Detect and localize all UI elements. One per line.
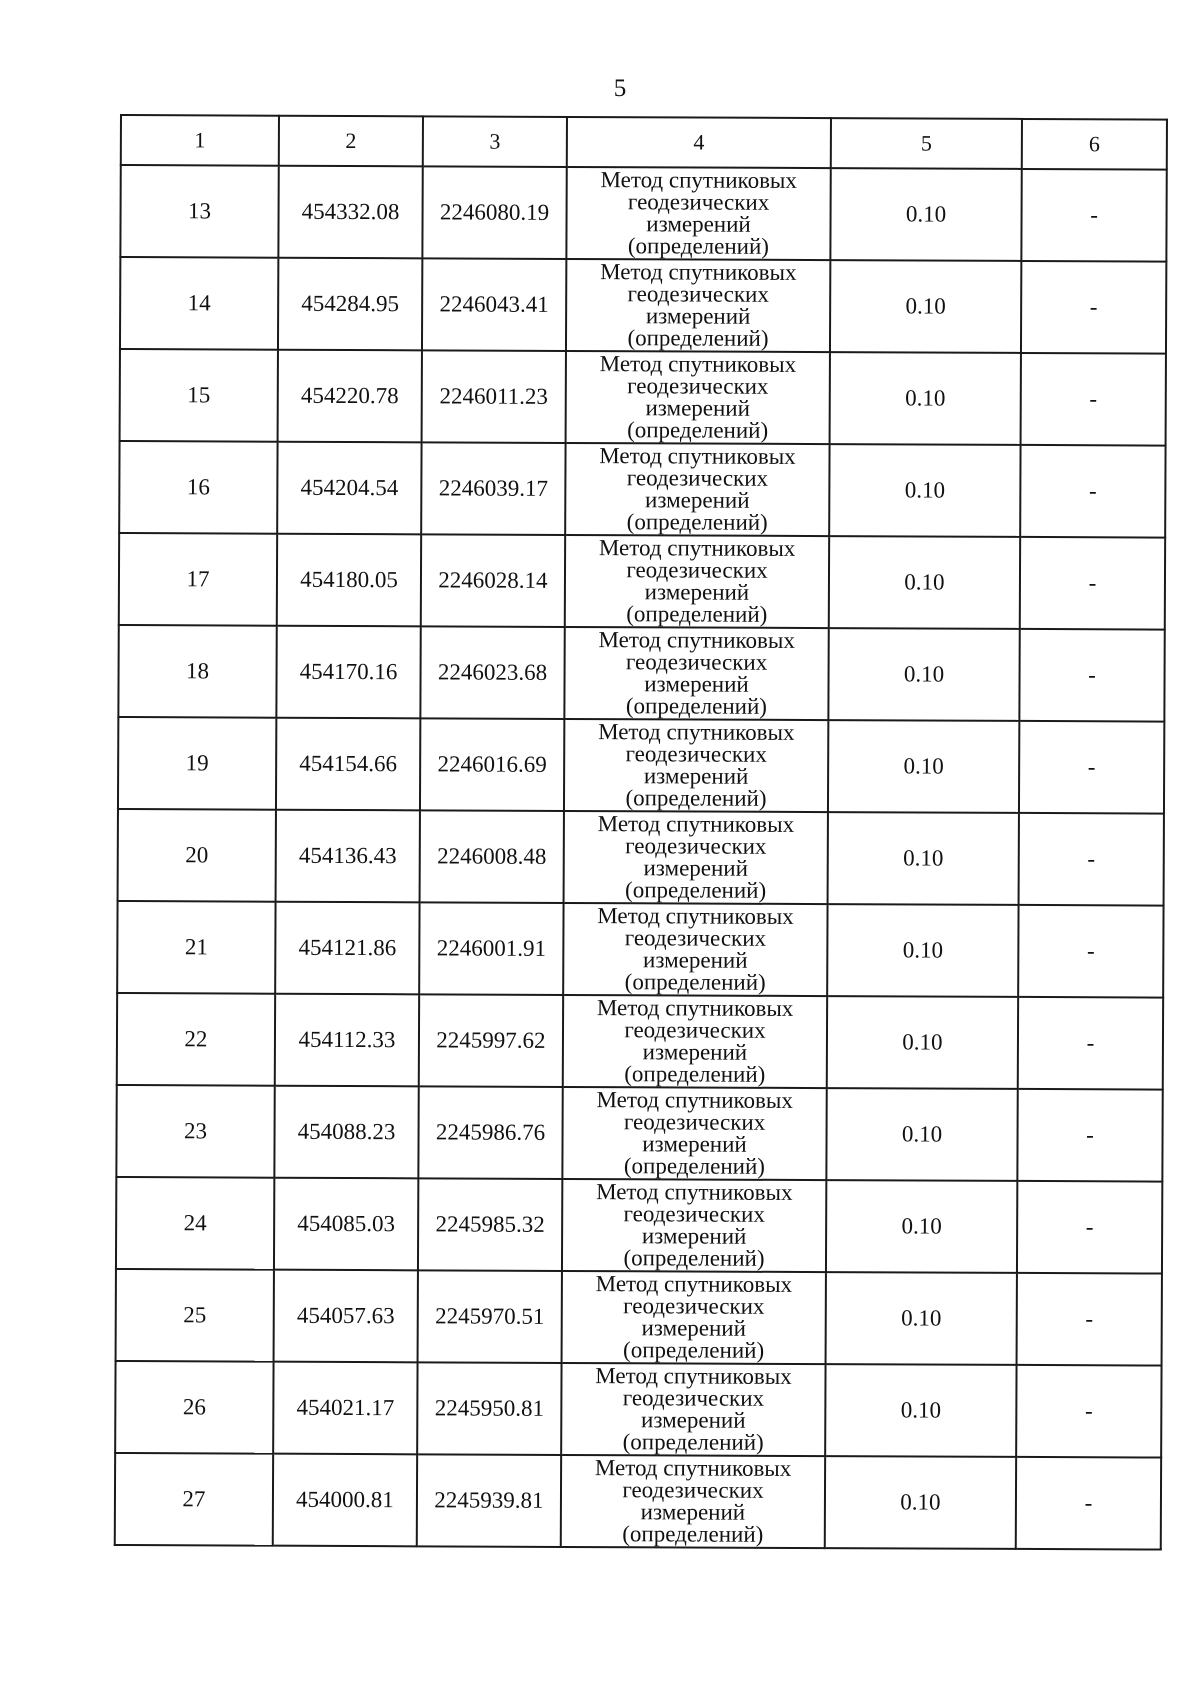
- method-line: (определений): [623, 1337, 765, 1363]
- method-line: Метод спутниковых: [598, 719, 795, 745]
- note-cell: -: [1021, 261, 1166, 354]
- accuracy-cell: 0.10: [830, 168, 1021, 261]
- table-row: [120, 349, 1166, 446]
- method-line: измерений: [640, 1499, 746, 1525]
- method-line: Метод спутниковых: [595, 1363, 792, 1389]
- method-line: (определений): [625, 785, 767, 811]
- method-line: измерений: [642, 1131, 747, 1157]
- method-line: измерений: [644, 579, 750, 605]
- table-row: [119, 441, 1165, 538]
- coord-y-cell: 2245985.32: [418, 1178, 562, 1271]
- table-row: [115, 1361, 1161, 1458]
- table-row: [118, 809, 1164, 906]
- method-line: Метод спутниковых: [597, 903, 794, 929]
- method-line: (определений): [626, 509, 768, 535]
- method-line: (определений): [622, 1429, 764, 1455]
- method-cell: [564, 811, 828, 904]
- point-number-cell: 19: [118, 717, 276, 810]
- method-line: Метод спутниковых: [594, 1455, 792, 1481]
- method-line: геодезических: [627, 189, 770, 215]
- method-cell: [562, 1087, 826, 1180]
- method-line: измерений: [643, 763, 749, 789]
- accuracy-cell: 0.10: [828, 812, 1019, 905]
- note-cell: -: [1016, 1457, 1161, 1550]
- note-cell: -: [1019, 629, 1164, 722]
- method-cell: [563, 903, 827, 996]
- coord-x-cell: 454220.78: [278, 350, 422, 443]
- point-number-cell: 21: [117, 901, 275, 994]
- coord-x-cell: 454154.66: [276, 718, 420, 811]
- method-line: Метод спутниковых: [595, 1271, 793, 1297]
- point-number-cell: 22: [117, 993, 275, 1086]
- method-line: геодезических: [623, 1201, 765, 1227]
- accuracy-cell: 0.10: [826, 1180, 1017, 1273]
- header-cell-1: 1: [121, 115, 279, 166]
- coord-y-cell: 2245950.81: [417, 1362, 561, 1455]
- coord-x-cell: 454057.63: [274, 1270, 418, 1363]
- coord-x-cell: 454085.03: [274, 1178, 418, 1271]
- method-line: Метод спутниковых: [598, 535, 796, 561]
- method-cell: [564, 719, 828, 812]
- point-number-cell: 23: [116, 1085, 274, 1178]
- method-line: измерений: [645, 303, 751, 329]
- method-cell: [566, 259, 830, 352]
- coordinates-table: [114, 114, 1168, 1551]
- method-line: (определений): [625, 693, 768, 719]
- method-line: измерений: [643, 947, 748, 973]
- table-row: [117, 901, 1163, 998]
- coord-y-cell: 2245997.62: [419, 994, 563, 1087]
- note-cell: -: [1019, 721, 1164, 814]
- method-cell: [565, 535, 829, 628]
- method-line: измерений: [646, 211, 751, 237]
- accuracy-cell: 0.10: [829, 444, 1020, 537]
- table-row: [120, 165, 1166, 262]
- point-number-cell: 14: [120, 257, 278, 350]
- accuracy-cell: 0.10: [828, 720, 1019, 813]
- accuracy-cell: 0.10: [826, 1272, 1017, 1365]
- method-cell: [565, 443, 829, 536]
- table-body: [115, 115, 1167, 1550]
- coord-x-cell: 454088.23: [274, 1086, 418, 1179]
- header-cell-3: 3: [423, 116, 567, 167]
- method-line: геодезических: [622, 1385, 765, 1411]
- method-cell: [564, 627, 828, 720]
- point-number-cell: 27: [115, 1453, 273, 1546]
- note-cell: -: [1017, 1089, 1162, 1182]
- coord-x-cell: 454284.95: [278, 258, 422, 351]
- note-cell: -: [1020, 537, 1165, 630]
- method-line: измерений: [642, 1039, 748, 1065]
- method-line: геодезических: [627, 373, 769, 399]
- coord-y-cell: 2245939.81: [417, 1454, 561, 1547]
- coord-x-cell: 454121.86: [275, 902, 419, 995]
- method-line: геодезических: [623, 1293, 765, 1319]
- method-cell: [561, 1455, 825, 1548]
- method-line: геодезических: [626, 465, 769, 491]
- coord-y-cell: 2246008.48: [420, 810, 564, 903]
- coord-y-cell: 2246023.68: [420, 626, 564, 719]
- method-cell: [562, 1271, 826, 1364]
- method-line: (определений): [623, 1245, 765, 1271]
- method-line: (определений): [623, 1153, 766, 1179]
- accuracy-cell: 0.10: [827, 996, 1018, 1089]
- accuracy-cell: 0.10: [825, 1364, 1016, 1457]
- coord-x-cell: 454136.43: [276, 810, 420, 903]
- point-number-cell: 26: [115, 1361, 273, 1454]
- coord-y-cell: 2246039.17: [421, 442, 565, 535]
- accuracy-cell: 0.10: [826, 1088, 1017, 1181]
- table-row: [116, 1085, 1162, 1182]
- coord-x-cell: 454332.08: [278, 166, 422, 259]
- point-number-cell: 15: [120, 349, 278, 442]
- point-number-cell: 13: [120, 165, 278, 258]
- coord-y-cell: 2246016.69: [420, 718, 564, 811]
- method-line: Метод спутниковых: [596, 1179, 793, 1205]
- note-cell: -: [1017, 1181, 1162, 1274]
- method-line: (определений): [624, 1061, 766, 1087]
- method-line: геодезических: [623, 1109, 766, 1135]
- method-cell: [562, 1179, 826, 1272]
- point-number-cell: 16: [119, 441, 277, 534]
- method-line: геодезических: [624, 925, 767, 951]
- method-line: геодезических: [627, 281, 769, 307]
- method-line: (определений): [625, 877, 767, 903]
- method-line: геодезических: [622, 1477, 764, 1503]
- table-row: [118, 625, 1164, 722]
- note-cell: -: [1021, 353, 1166, 446]
- accuracy-cell: 0.10: [830, 352, 1021, 445]
- method-line: (определений): [627, 325, 769, 351]
- table-row: [117, 993, 1163, 1090]
- note-cell: -: [1017, 1273, 1162, 1366]
- table-row: [115, 1453, 1161, 1550]
- method-line: (определений): [627, 417, 769, 443]
- coord-y-cell: 2246011.23: [422, 350, 566, 443]
- method-cell: [566, 167, 830, 260]
- note-cell: -: [1021, 169, 1166, 262]
- method-line: измерений: [641, 1223, 747, 1249]
- coord-y-cell: 2246043.41: [422, 258, 566, 351]
- header-cell-6: 6: [1022, 119, 1167, 170]
- coord-y-cell: 2246028.14: [421, 534, 565, 627]
- method-line: (определений): [627, 233, 770, 259]
- method-line: геодезических: [625, 649, 768, 675]
- method-line: Метод спутниковых: [596, 995, 794, 1021]
- point-number-cell: 25: [116, 1269, 274, 1362]
- note-cell: -: [1020, 445, 1165, 538]
- method-cell: [563, 995, 827, 1088]
- method-line: Метод спутниковых: [598, 627, 795, 653]
- coord-y-cell: 2246080.19: [422, 166, 566, 259]
- accuracy-cell: 0.10: [829, 536, 1020, 629]
- table-row: [119, 533, 1165, 630]
- point-number-cell: 18: [118, 625, 276, 718]
- header-cell-2: 2: [279, 116, 423, 167]
- method-line: (определений): [624, 969, 766, 995]
- note-cell: -: [1019, 813, 1164, 906]
- point-number-cell: 17: [119, 533, 277, 626]
- method-line: Метод спутниковых: [596, 1087, 793, 1113]
- coord-x-cell: 454000.81: [273, 1454, 417, 1547]
- note-cell: -: [1018, 997, 1163, 1090]
- method-line: геодезических: [625, 741, 767, 767]
- header-cell-4: 4: [567, 117, 831, 168]
- note-cell: -: [1018, 905, 1163, 998]
- method-cell: [566, 351, 830, 444]
- table-row: [116, 1177, 1162, 1274]
- coord-y-cell: 2245986.76: [418, 1086, 562, 1179]
- table-row: [120, 257, 1166, 354]
- method-line: геодезических: [624, 1017, 766, 1043]
- note-cell: -: [1016, 1365, 1161, 1458]
- method-line: измерений: [645, 395, 751, 421]
- method-line: измерений: [645, 487, 750, 513]
- accuracy-cell: 0.10: [825, 1456, 1016, 1549]
- coord-x-cell: 454021.17: [273, 1362, 417, 1455]
- header-cell-5: 5: [831, 118, 1022, 169]
- method-line: Метод спутниковых: [597, 811, 795, 837]
- table-row: [118, 717, 1164, 814]
- coord-y-cell: 2246001.91: [419, 902, 563, 995]
- method-line: Метод спутниковых: [600, 259, 797, 285]
- table-row: [116, 1269, 1162, 1366]
- method-line: измерений: [643, 855, 749, 881]
- method-line: измерений: [641, 1407, 746, 1433]
- page-number: 5: [613, 75, 627, 102]
- method-line: геодезических: [626, 557, 768, 583]
- coord-y-cell: 2245970.51: [418, 1270, 562, 1363]
- coord-x-cell: 454180.05: [277, 534, 421, 627]
- method-cell: [561, 1363, 825, 1456]
- accuracy-cell: 0.10: [828, 628, 1019, 721]
- method-line: Метод спутниковых: [599, 351, 797, 377]
- method-line: геодезических: [625, 833, 767, 859]
- coord-x-cell: 454204.54: [277, 442, 421, 535]
- coord-x-cell: 454112.33: [275, 994, 419, 1087]
- method-line: измерений: [641, 1315, 746, 1341]
- point-number-cell: 24: [116, 1177, 274, 1270]
- accuracy-cell: 0.10: [827, 904, 1018, 997]
- method-line: (определений): [626, 601, 768, 627]
- method-line: измерений: [644, 671, 749, 697]
- point-number-cell: 20: [118, 809, 276, 902]
- coord-x-cell: 454170.16: [276, 626, 420, 719]
- header-row: [121, 115, 1167, 170]
- method-line: (определений): [622, 1521, 764, 1547]
- accuracy-cell: 0.10: [830, 260, 1021, 353]
- method-line: Метод спутниковых: [600, 167, 797, 193]
- method-line: Метод спутниковых: [599, 443, 796, 469]
